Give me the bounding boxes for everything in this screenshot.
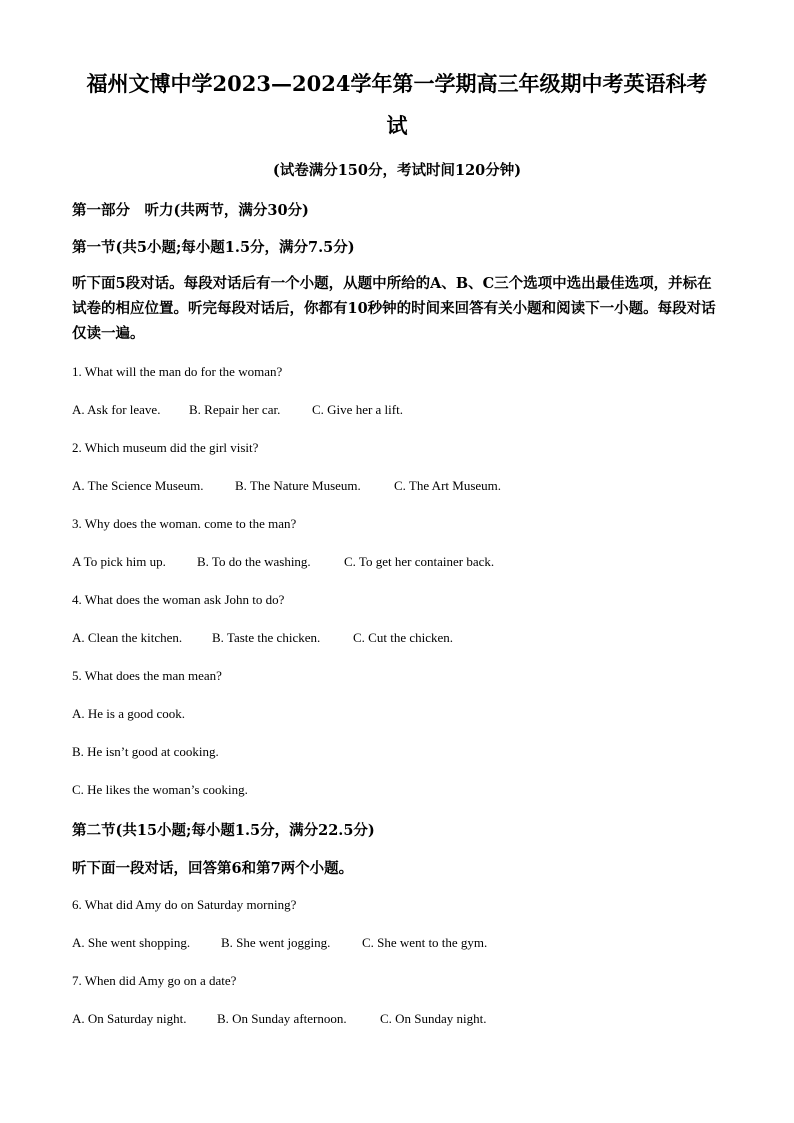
- section-one-heading: 第一节(共5小题;每小题1.5分，满分7.5分): [72, 239, 355, 256]
- option-a: A. He is a good cook.: [72, 706, 186, 721]
- question-options: [72, 554, 494, 570]
- option-a: A To pick him up.: [72, 554, 166, 569]
- option-a: A. She went shopping.: [72, 935, 191, 950]
- option-b: B. Taste the chicken.: [212, 630, 321, 645]
- exam-subtitle: (试卷满分150分，考试时间120分钟): [272, 162, 522, 179]
- question-stem: 7. When did Amy go on a date?: [72, 973, 237, 988]
- question-options: [72, 630, 453, 646]
- option-c: C. Cut the chicken.: [353, 630, 454, 645]
- exam-title-line2: 试: [386, 113, 408, 138]
- option-b: B. The Nature Museum.: [235, 478, 361, 493]
- option-a: A. Clean the kitchen.: [72, 630, 183, 645]
- option-b: B. Repair her car.: [189, 402, 281, 417]
- section-two-heading: 第二节(共15小题;每小题1.5分，满分22.5分): [72, 822, 375, 839]
- option-b: B. He isn’t good at cooking.: [72, 744, 219, 759]
- question-stem: 3. Why does the woman. come to the man?: [72, 516, 297, 531]
- option-c: C. On Sunday night.: [380, 1011, 487, 1026]
- question-stem: 1. What will the man do for the woman?: [72, 364, 283, 379]
- option-c: C. To get her container back.: [344, 554, 495, 569]
- part-one-heading: 第一部分 听力(共两节，满分30分): [72, 202, 309, 219]
- option-c: C. Give her a lift.: [312, 402, 403, 417]
- exam-title-line1: 福州文博中学2023—2024学年第一学期高三年级期中考英语科考: [86, 71, 708, 96]
- question-options: [72, 478, 501, 494]
- question-options: [72, 1011, 487, 1027]
- option-a: A. Ask for leave.: [72, 402, 161, 417]
- question-stem: 2. Which museum did the girl visit?: [72, 440, 259, 455]
- option-b: B. To do the washing.: [197, 554, 311, 569]
- section-one-instructions: 听下面5段对话。每段对话后有一个小题，从题中所给的A、B、C三个选项中选出最佳选项，并标在试卷的相应位置。听完每段对话后，你都有10秒钟的时间来回答有关小题和阅读下一小题。每段对话仅读一遍。: [72, 275, 716, 342]
- section-two-instructions: 听下面一段对话，回答第6和第7两个小题。: [72, 860, 354, 877]
- option-b: B. She went jogging.: [221, 935, 331, 950]
- question-stem: 4. What does the woman ask John to do?: [72, 592, 285, 607]
- question-options: [72, 935, 487, 951]
- option-a: A. The Science Museum.: [72, 478, 204, 493]
- option-c: C. She went to the gym.: [362, 935, 488, 950]
- question-stem: 6. What did Amy do on Saturday morning?: [72, 897, 297, 912]
- option-c: C. He likes the woman’s cooking.: [72, 782, 248, 797]
- option-b: B. On Sunday afternoon.: [217, 1011, 347, 1026]
- option-c: C. The Art Museum.: [394, 478, 502, 493]
- option-a: A. On Saturday night.: [72, 1011, 187, 1026]
- question-options: [72, 402, 403, 418]
- question-stem: 5. What does the man mean?: [72, 668, 222, 683]
